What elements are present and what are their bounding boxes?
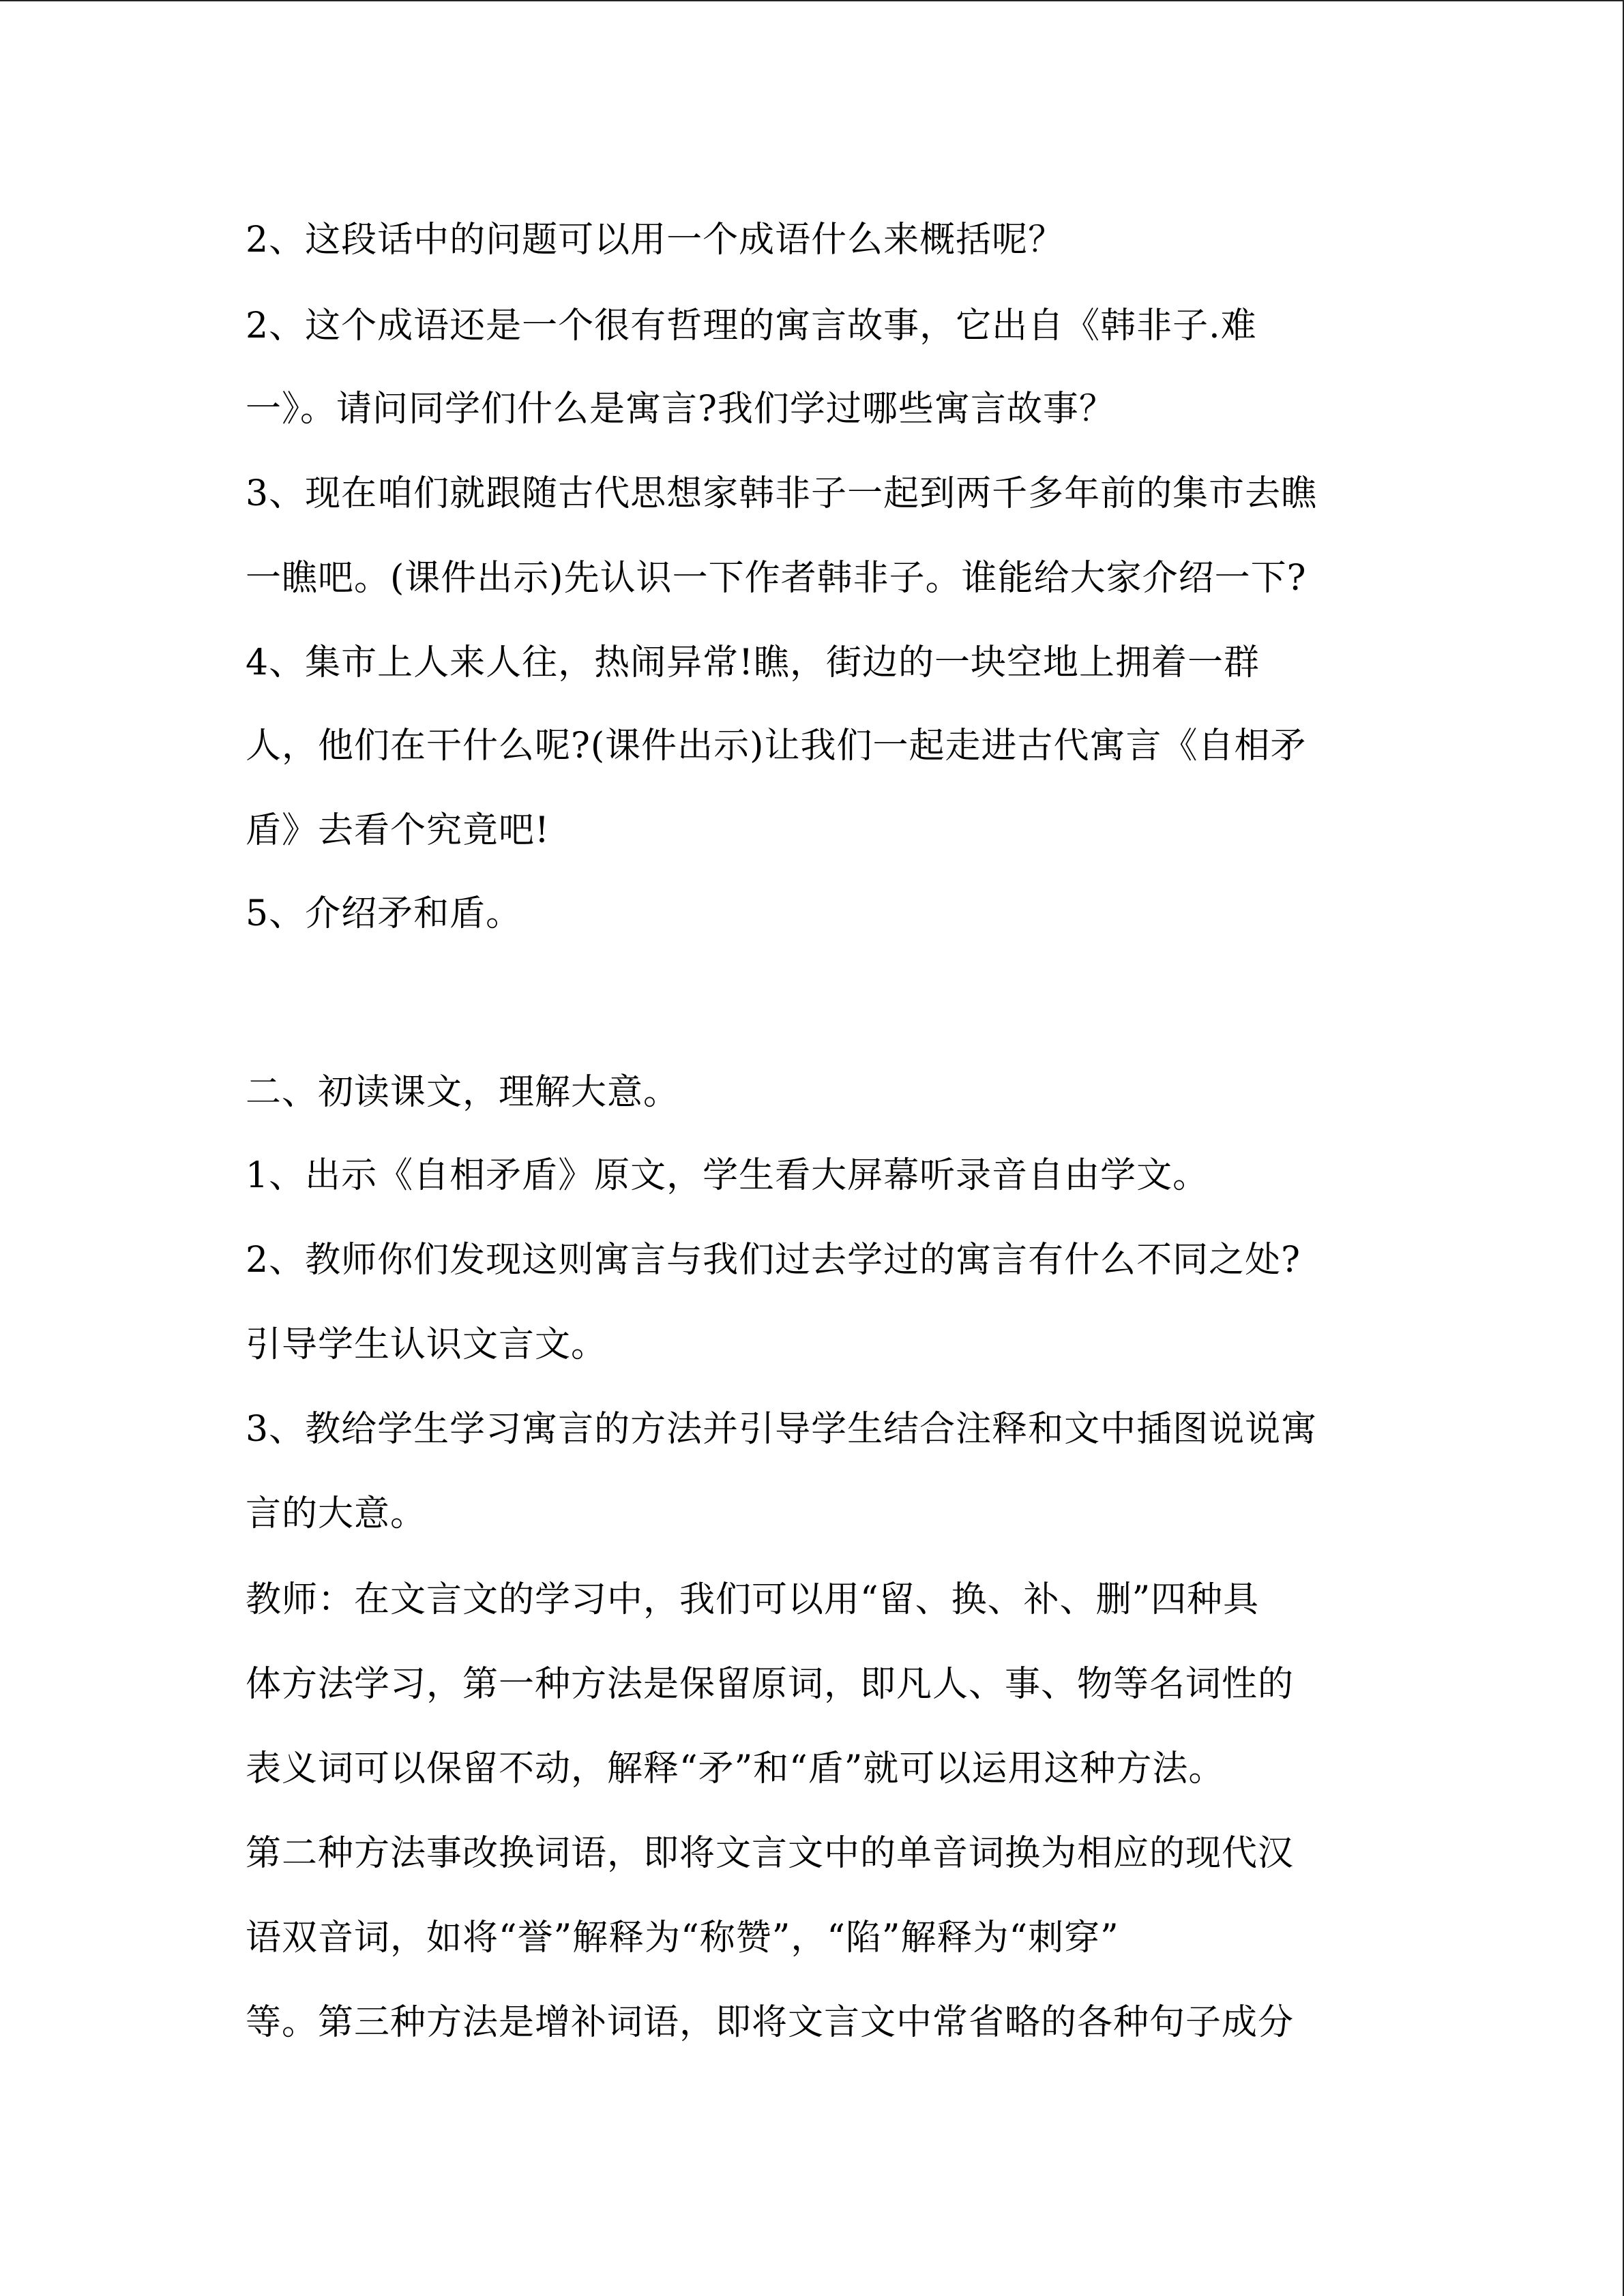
text-line: 语双音词，如将“誉”解释为“称赞”，“陷”解释为“刺穿”: [246, 1918, 1119, 1958]
text-line: 5、介绍矛和盾。: [246, 893, 522, 934]
text-line: 盾》去看个究竟吧!: [246, 810, 550, 851]
text-line: 3、现在咱们就跟随古代思想家韩非子一起到两千多年前的集市去瞧: [246, 473, 1318, 514]
text-line: 第二种方法事改换词语，即将文言文中的单音词换为相应的现代汉: [246, 1833, 1295, 1874]
text-line: 人，他们在干什么呢?(课件出示)让我们一起走进古代寓言《自相矛: [246, 726, 1307, 766]
text-line: 引导学生认识文言文。: [246, 1324, 608, 1365]
text-line: 3、教给学生学习寓言的方法并引导学生结合注释和文中插图说说寓: [246, 1409, 1318, 1450]
text-line: 体方法学习，第一种方法是保留原词，即凡人、事、物等名词性的: [246, 1664, 1295, 1705]
text-line: 言的大意。: [246, 1493, 427, 1534]
text-line: 2、教师你们发现这则寓言与我们过去学过的寓言有什么不同之处?: [246, 1240, 1301, 1281]
text-line: 2、这个成语还是一个很有哲理的寓言故事，它出自《韩非子.难: [246, 305, 1257, 346]
section-heading: 二、初读课文，理解大意。: [246, 1072, 680, 1113]
text-line: 一》。请问同学们什么是寓言?我们学过哪些寓言故事？: [246, 389, 1115, 430]
text-line: 教师：在文言文的学习中，我们可以用“留、换、补、删”四种具: [246, 1579, 1260, 1620]
text-line: 等。第三种方法是增补词语，即将文言文中常省略的各种句子成分: [246, 2002, 1295, 2043]
text-line: 表义词可以保留不动，解释“矛”和“盾”就可以运用这种方法。: [246, 1748, 1225, 1789]
text-line: 1、出示《自相矛盾》原文，学生看大屏幕听录音自由学文。: [246, 1155, 1209, 1196]
text-line: 一瞧吧。(课件出示)先认识一下作者韩非子。谁能给大家介绍一下?: [246, 558, 1307, 599]
text-line: 2、这段话中的问题可以用一个成语什么来概括呢？: [246, 220, 1065, 260]
text-line: 4、集市上人来人往，热闹异常!瞧，街边的一块空地上拥着一群: [246, 642, 1260, 683]
